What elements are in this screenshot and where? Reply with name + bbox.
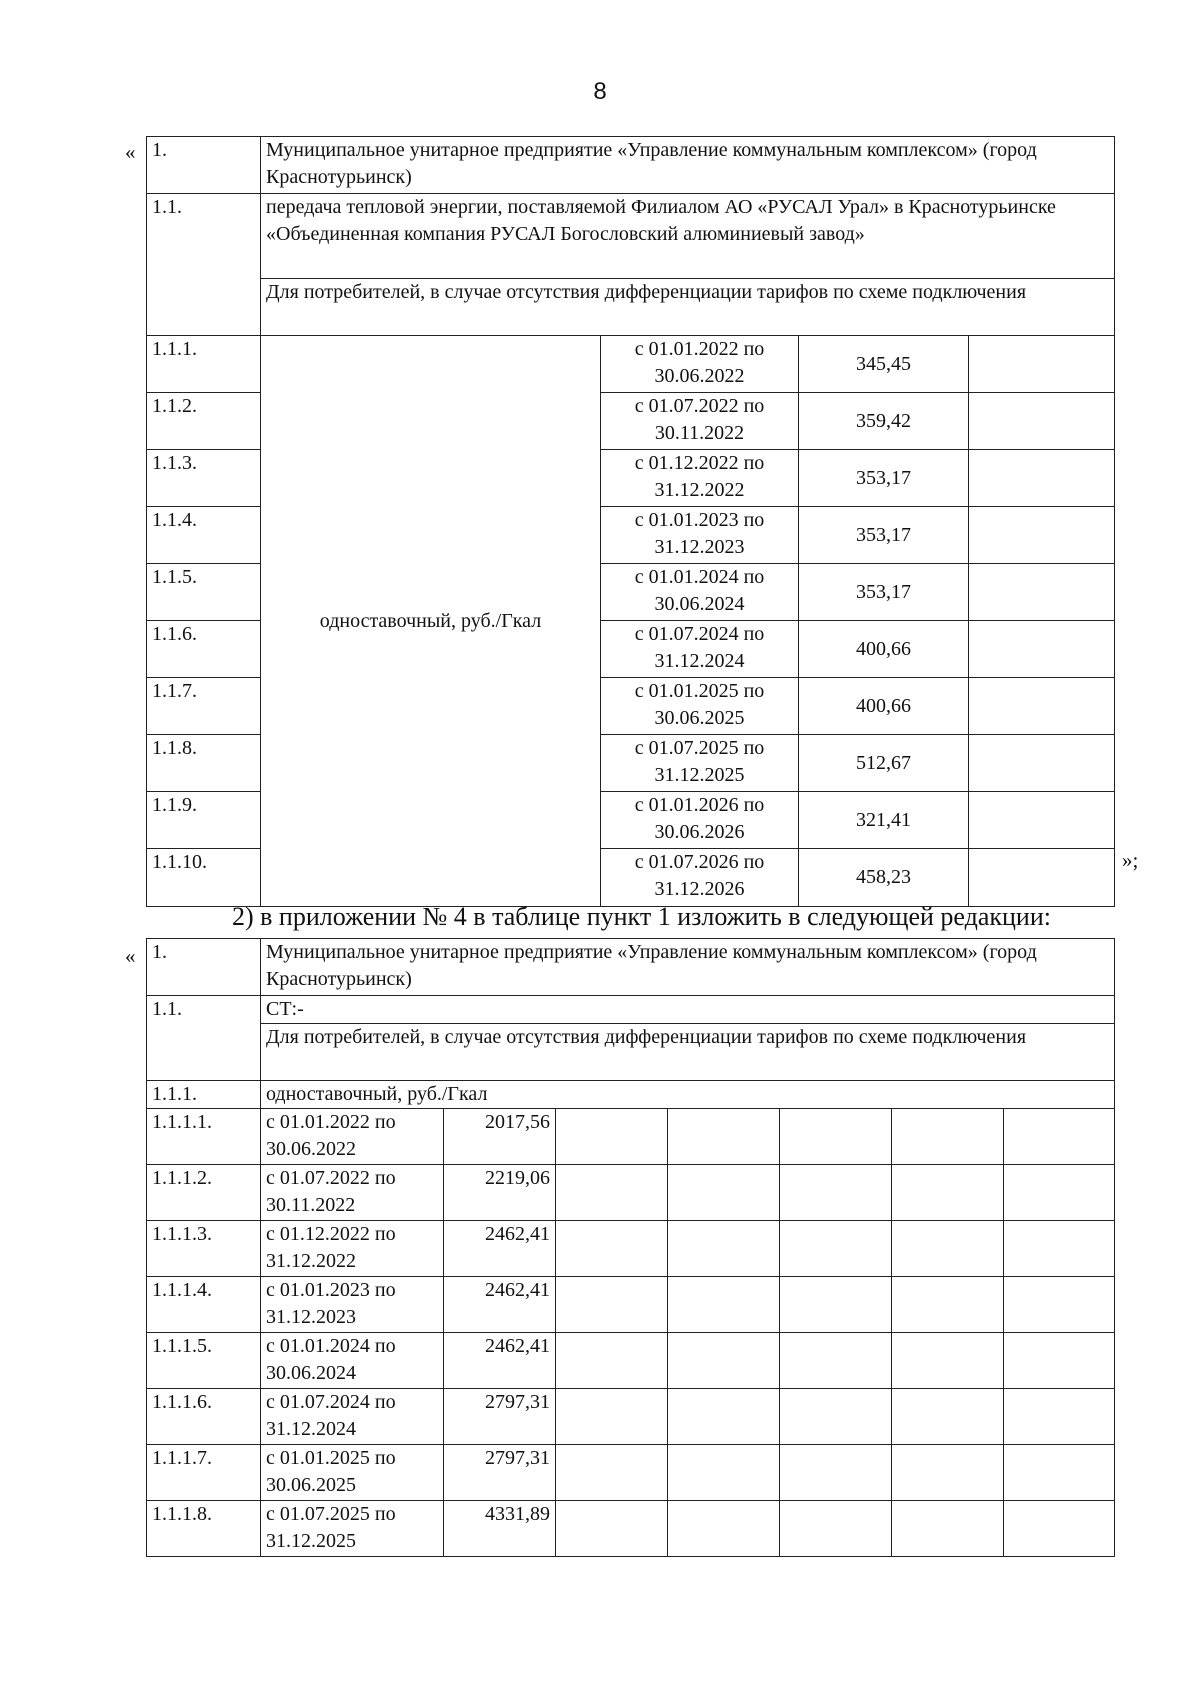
row-number: 1.1.1.6.: [147, 1389, 261, 1445]
tariff-value: 2462,41: [444, 1333, 556, 1389]
empty-cell: [780, 1221, 892, 1277]
opening-quote-2: «: [125, 944, 136, 968]
row-number: 1.1.5.: [147, 564, 261, 621]
empty-cell: [556, 1445, 668, 1501]
empty-cell: [668, 1165, 780, 1221]
table-row: [147, 1389, 1115, 1445]
period: с 01.07.2024 по 31.12.2024: [261, 1389, 444, 1445]
row-number: 1.1.1.4.: [147, 1277, 261, 1333]
tariff-type: одноставочный, руб./Гкал: [261, 1081, 1115, 1109]
empty-cell: [780, 1501, 892, 1557]
tariff-value: 2219,06: [444, 1165, 556, 1221]
empty-cell: [668, 1221, 780, 1277]
empty-cell: [969, 735, 1115, 792]
tariff-value: 321,41: [799, 792, 969, 849]
empty-cell: [892, 1333, 1004, 1389]
empty-cell: [1004, 1333, 1115, 1389]
empty-cell: [969, 621, 1115, 678]
empty-cell: [892, 1221, 1004, 1277]
period: с 01.07.2025 по 31.12.2025: [261, 1501, 444, 1557]
empty-cell: [780, 1445, 892, 1501]
table-row: [147, 996, 1115, 1024]
tariff-value: 400,66: [799, 621, 969, 678]
tariff-value: 353,17: [799, 507, 969, 564]
empty-cell: [780, 1165, 892, 1221]
table-row: [147, 1109, 1115, 1165]
empty-cell: [969, 678, 1115, 735]
tariff-value: 345,45: [799, 336, 969, 393]
tariff-value: 458,23: [799, 849, 969, 907]
empty-cell: [556, 1109, 668, 1165]
row-number: 1.1.6.: [147, 621, 261, 678]
period: с 01.01.2025 по 30.06.2025: [261, 1445, 444, 1501]
tariff-value: 400,66: [799, 678, 969, 735]
row-number: 1.1.1.2.: [147, 1165, 261, 1221]
consumers-description: Для потребителей, в случае отсутствия дифференциации тарифов по схеме подключения: [261, 279, 1115, 336]
period: с 01.01.2024 по 30.06.2024: [261, 1333, 444, 1389]
empty-cell: [969, 792, 1115, 849]
table-row: [147, 1445, 1115, 1501]
row-number: 1.: [147, 939, 261, 996]
empty-cell: [969, 336, 1115, 393]
period: с 01.01.2025 по 30.06.2025: [601, 678, 799, 735]
table-row: [147, 1277, 1115, 1333]
row-number: 1.1.3.: [147, 450, 261, 507]
period: с 01.12.2022 по 31.12.2022: [601, 450, 799, 507]
empty-cell: [892, 1389, 1004, 1445]
period: с 01.01.2023 по 31.12.2023: [261, 1277, 444, 1333]
row-number: 1.1.1.3.: [147, 1221, 261, 1277]
empty-cell: [668, 1277, 780, 1333]
empty-cell: [556, 1165, 668, 1221]
table-row: [147, 1165, 1115, 1221]
empty-cell: [1004, 1221, 1115, 1277]
table-row: [147, 1501, 1115, 1557]
period: с 01.07.2025 по 31.12.2025: [601, 735, 799, 792]
empty-cell: [668, 1445, 780, 1501]
empty-cell: [780, 1333, 892, 1389]
empty-cell: [892, 1165, 1004, 1221]
period: с 01.12.2022 по 31.12.2022: [261, 1221, 444, 1277]
consumers-description: Для потребителей, в случае отсутствия дифференциации тарифов по схеме подключения: [261, 1024, 1115, 1081]
table-row: [147, 1081, 1115, 1109]
empty-cell: [780, 1277, 892, 1333]
tariff-value: 2797,31: [444, 1389, 556, 1445]
period: с 01.07.2024 по 31.12.2024: [601, 621, 799, 678]
row-number: 1.1.: [147, 996, 261, 1081]
period: с 01.01.2022 по 30.06.2022: [261, 1109, 444, 1165]
opening-quote: «: [125, 140, 136, 164]
table-row: [147, 1221, 1115, 1277]
period: с 01.07.2026 по 31.12.2026: [601, 849, 799, 907]
tariff-value: 2017,56: [444, 1109, 556, 1165]
table-row: [147, 1024, 1115, 1081]
empty-cell: [556, 1389, 668, 1445]
empty-cell: [892, 1277, 1004, 1333]
organization-name: Муниципальное унитарное предприятие «Управление коммунальным комплексом» (город Краснотурьинск): [261, 939, 1115, 996]
empty-cell: [780, 1389, 892, 1445]
empty-cell: [1004, 1277, 1115, 1333]
empty-cell: [892, 1501, 1004, 1557]
row-number: 1.1.7.: [147, 678, 261, 735]
row-number: 1.1.2.: [147, 393, 261, 450]
empty-cell: [556, 1277, 668, 1333]
empty-cell: [892, 1445, 1004, 1501]
empty-cell: [1004, 1389, 1115, 1445]
empty-cell: [969, 849, 1115, 907]
table-row: [147, 137, 1115, 194]
empty-cell: [892, 1109, 1004, 1165]
table-row: [147, 1333, 1115, 1389]
amendment-heading: 2) в приложении № 4 в таблице пункт 1 изложить в следующей редакции:: [232, 902, 1051, 931]
empty-cell: [969, 507, 1115, 564]
closing-quote: »;: [1122, 848, 1139, 872]
organization-name: Муниципальное унитарное предприятие «Управление коммунальным комплексом» (город Краснотурьинск): [261, 137, 1115, 194]
row-number: 1.1.4.: [147, 507, 261, 564]
empty-cell: [556, 1221, 668, 1277]
empty-cell: [556, 1501, 668, 1557]
row-number: 1.1.8.: [147, 735, 261, 792]
period: с 01.01.2023 по 31.12.2023: [601, 507, 799, 564]
table-row: [147, 336, 1115, 393]
empty-cell: [1004, 1109, 1115, 1165]
tariff-value: 512,67: [799, 735, 969, 792]
period: с 01.01.2022 по 30.06.2022: [601, 336, 799, 393]
empty-cell: [556, 1333, 668, 1389]
tariff-value: 353,17: [799, 450, 969, 507]
system-label: СТ:-: [261, 996, 1115, 1024]
row-number: 1.1.1.1.: [147, 1109, 261, 1165]
empty-cell: [969, 564, 1115, 621]
table-row: [147, 279, 1115, 336]
row-number: 1.1.1.7.: [147, 1445, 261, 1501]
service-description: передача тепловой энергии, поставляемой Филиалом АО «РУСАЛ Урал» в Краснотурьинске «Объединенная компания РУСАЛ Богословский алюминиевый завод»: [261, 194, 1115, 279]
tariff-table-1: [146, 136, 1115, 907]
period: с 01.01.2024 по 30.06.2024: [601, 564, 799, 621]
empty-cell: [780, 1109, 892, 1165]
empty-cell: [668, 1333, 780, 1389]
empty-cell: [1004, 1165, 1115, 1221]
row-number: 1.1.10.: [147, 849, 261, 907]
tariff-table-2: [146, 938, 1115, 1557]
tariff-value: 359,42: [799, 393, 969, 450]
empty-cell: [969, 450, 1115, 507]
table-row: [147, 194, 1115, 279]
tariff-value: 2462,41: [444, 1221, 556, 1277]
tariff-value: 4331,89: [444, 1501, 556, 1557]
empty-cell: [1004, 1445, 1115, 1501]
empty-cell: [668, 1389, 780, 1445]
empty-cell: [1004, 1501, 1115, 1557]
row-number: 1.: [147, 137, 261, 194]
period: с 01.07.2022 по 30.11.2022: [601, 393, 799, 450]
tariff-value: 2797,31: [444, 1445, 556, 1501]
empty-cell: [969, 393, 1115, 450]
row-number: 1.1.1.5.: [147, 1333, 261, 1389]
period: с 01.01.2026 по 30.06.2026: [601, 792, 799, 849]
row-number: 1.1.1.8.: [147, 1501, 261, 1557]
page-number: 8: [593, 78, 607, 105]
empty-cell: [668, 1109, 780, 1165]
table-row: [147, 939, 1115, 996]
empty-cell: [668, 1501, 780, 1557]
tariff-value: 2462,41: [444, 1277, 556, 1333]
period: с 01.07.2022 по 30.11.2022: [261, 1165, 444, 1221]
tariff-type: одноставочный, руб./Гкал: [261, 336, 601, 907]
tariff-value: 353,17: [799, 564, 969, 621]
row-number: 1.1.1.: [147, 336, 261, 393]
row-number: 1.1.9.: [147, 792, 261, 849]
row-number: 1.1.: [147, 194, 261, 336]
row-number: 1.1.1.: [147, 1081, 261, 1109]
